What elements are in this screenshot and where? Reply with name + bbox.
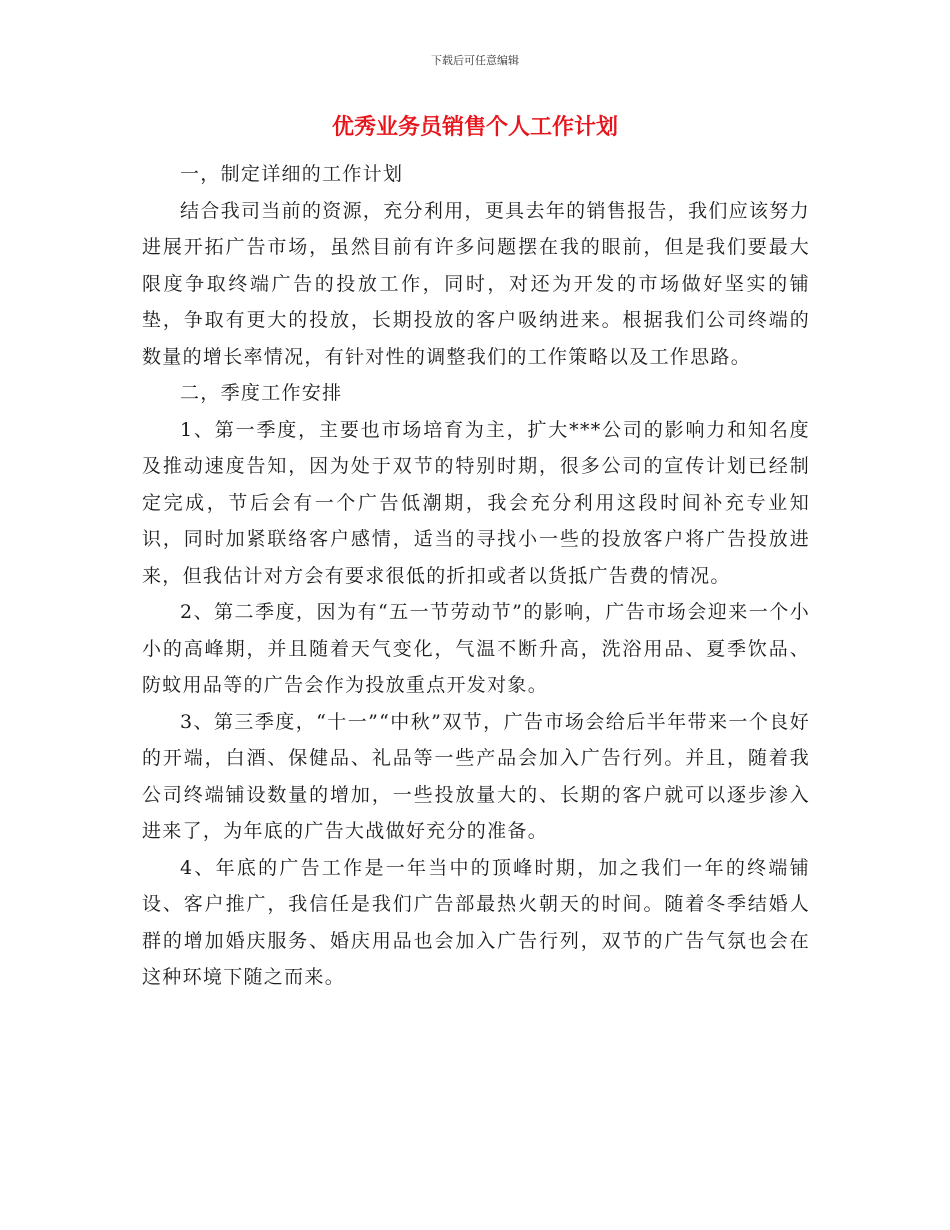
document-title: 优秀业务员销售个人工作计划 [331,115,618,140]
paragraph-q3: 3、第三季度，“十一”“中秋”双节，广告市场会给后半年带来一个良好的开端，白酒、保健品、礼品等一些产品会加入广告行列。并且，随着我公司终端铺设数量的增加，一些投放量大的、长期的客户就可以逐步渗入进来了，为年底的广告大战做好充分的准备。 [142,710,810,842]
paragraph-q2: 2、第二季度，因为有“五一节劳动节”的影响，广告市场会迎来一个小小的高峰期，并且随着天气变化，气温不断升高，洗浴用品、夏季饮品、防蚊用品等的广告会作为投放重点开发对象。 [142,601,810,696]
paragraph-q1: 1、第一季度，主要也市场培育为主，扩大***公司的影响力和知名度及推动速度告知，因为处于双节的特别时期，很多公司的宣传计划已经制定完成，节后会有一个广告低潮期，我会充分利用这段时间补充专业知识，同时加紧联络客户感情，适当的寻找小一些的投放客户将广告投放进来，但我估计对方会有要求很低的折扣或者以货抵广告费的情况。 [142,418,810,587]
document-body [142,156,810,996]
section-heading-1: 一，制定详细的工作计划 [180,163,404,185]
section-heading-2: 二，季度工作安排 [180,382,343,404]
paragraph-q4: 4、年底的广告工作是一年当中的顶峰时期，加之我们一年的终端铺设、客户推广，我信任是我们广告部最热火朝天的时间。随着冬季结婚人群的增加婚庆服务、婚庆用品也会加入广告行列，双节的广告气氛也会在这种环境下随之而来。 [142,856,810,988]
paragraph-intro: 结合我司当前的资源，充分利用，更具去年的销售报告，我们应该努力进展开拓广告市场，虽然目前有许多问题摆在我的眼前，但是我们要最大限度争取终端广告的投放工作，同时，对还为开发的市场做好坚实的铺垫，争取有更大的投放，长期投放的客户吸纳进来。根据我们公司终端的数量的增长率情况，有针对性的调整我们的工作策略以及工作思路。 [142,199,810,368]
header-note: 下载后可任意编辑 [431,54,519,67]
